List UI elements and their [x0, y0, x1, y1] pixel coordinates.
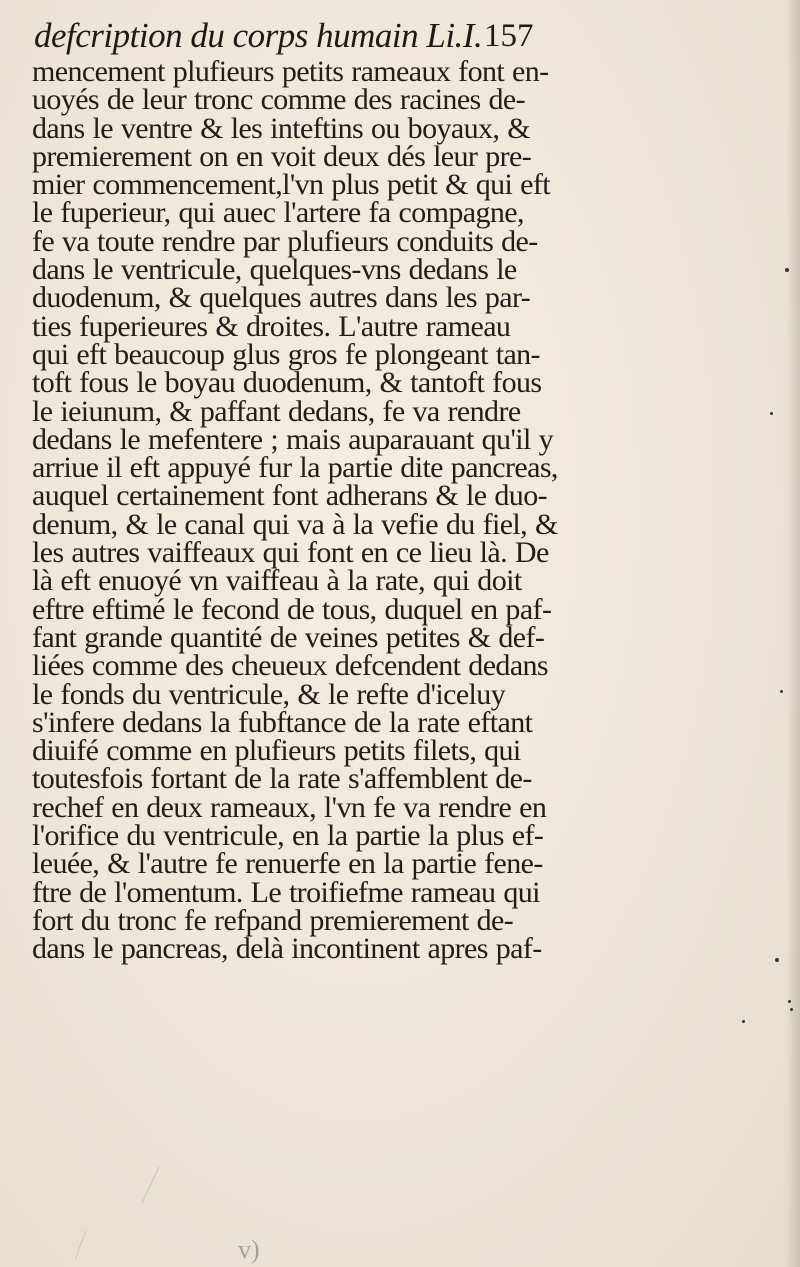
ink-speck — [742, 1020, 745, 1023]
text-line: rechef en deux rameaux, l'vn fe va rendre en — [32, 790, 547, 824]
text-line: les autres vaiffeaux qui font en ce lieu là. De — [32, 536, 549, 570]
text-line: mencement plufieurs petits rameaux font en- — [32, 55, 549, 88]
text-line: fe va toute rendre par plufieurs conduits de- — [32, 224, 538, 258]
text-line: leuée, & l'autre fe renuerfe en la partie fene- — [32, 847, 543, 881]
text-line: là eft enuoyé vn vaiffeau à la rate, qui doit — [32, 564, 522, 598]
text-line: s'infere dedans la fubftance de la rate eftant — [32, 705, 533, 739]
page-number: 157 — [484, 18, 534, 54]
text-line: mier commencement,l'vn plus petit & qui eft — [32, 168, 550, 202]
text-line: fort du tronc fe refpand premierement de- — [32, 903, 514, 937]
ink-speck — [780, 690, 783, 693]
text-line: dans le ventricule, quelques-vns dedans le — [32, 253, 517, 287]
text-line: uoyés de leur tronc comme des racines de- — [32, 83, 526, 117]
text-line: ftre de l'omentum. Le troifiefme rameau qui — [32, 875, 540, 909]
text-line: dans le pancreas, delà incontinent apres paf- — [32, 932, 542, 966]
ink-speck — [775, 958, 779, 962]
running-title: defcription du corps humain Li.I. — [34, 16, 483, 55]
text-line: l'orifice du ventricule, en la partie la plus ef- — [32, 819, 544, 853]
text-line: premierement on en voit deux dés leur pre- — [32, 139, 532, 173]
ink-speck — [790, 1008, 793, 1011]
page-mark: v) — [238, 1235, 260, 1264]
text-line: dans le ventre & les inteftins ou boyaux, & — [32, 111, 530, 145]
text-line: toutesfois fortant de la rate s'affemblent de- — [32, 762, 532, 796]
ink-speck — [785, 268, 789, 272]
text-line: fant grande quantité de veines petites & def- — [32, 620, 545, 654]
text-line: liées comme des cheueux defcendent dedans — [32, 649, 549, 683]
text-line: denum, & le canal qui va à la vefie du fiel, & — [32, 507, 558, 541]
ink-speck — [788, 1000, 791, 1003]
ink-speck — [770, 412, 773, 415]
text-line: dedans le mefentere ; mais auparauant qu'il y — [32, 422, 554, 456]
text-line: le fonds du ventricule, & le refte d'iceluy — [32, 677, 506, 711]
text-line: le ieiunum, & paffant dedans, fe va rendre — [32, 394, 521, 428]
bleed-through-stroke — [75, 1231, 86, 1260]
text-line: auquel certainement font adherans & le duo- — [32, 479, 547, 513]
text-line: duodenum, & quelques autres dans les par- — [32, 281, 531, 315]
text-line: eftre eftimé le fecond de tous, duquel en paf- — [32, 592, 552, 626]
body-text — [32, 55, 772, 966]
page-edge-shadow — [786, 0, 800, 1267]
text-line: qui eft beaucoup glus gros fe plongeant tan- — [32, 337, 540, 371]
text-line: toft fous le boyau duodenum, & tantoft fous — [32, 366, 542, 400]
text-line: diuifé comme en plufieurs petits filets, qui — [32, 734, 521, 768]
text-line: le fuperieur, qui auec l'artere fa compagne, — [32, 196, 524, 230]
text-line: arriue il eft appuyé fur la partie dite pancreas, — [32, 451, 558, 485]
bleed-through-stroke — [142, 1167, 160, 1204]
text-line: ties fuperieures & droites. L'autre rameau — [32, 309, 511, 343]
